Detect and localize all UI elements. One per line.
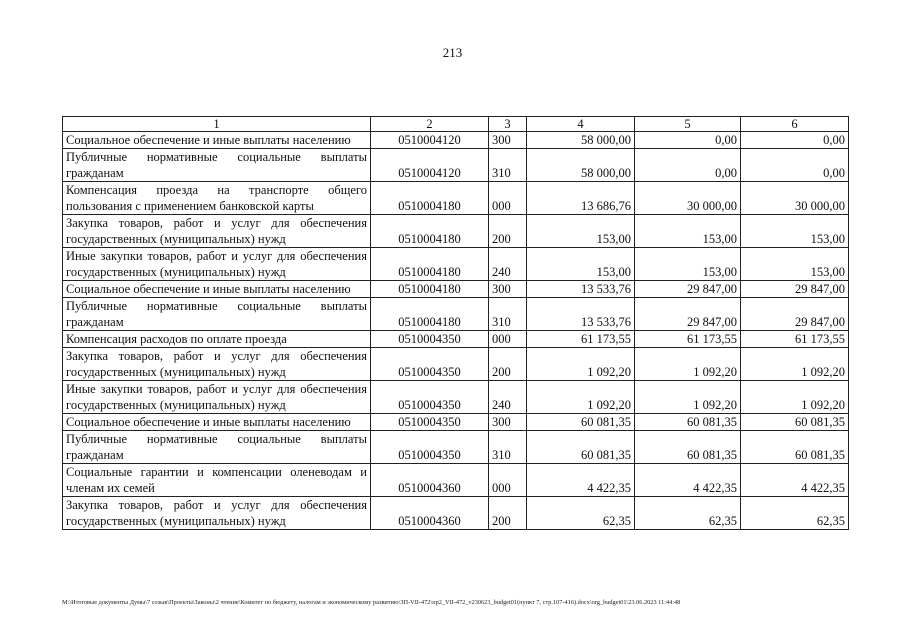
- row-expense-type: 300: [489, 281, 527, 298]
- table-header-row: [63, 117, 849, 132]
- table-row: [63, 248, 849, 281]
- row-value-1: 13 686,76: [527, 182, 635, 215]
- row-name: Компенсация проезда на транспорте общего пользования с применением банковской карты: [63, 182, 371, 215]
- row-code: 0510004180: [371, 182, 489, 215]
- row-code: 0510004350: [371, 431, 489, 464]
- row-expense-type: 000: [489, 182, 527, 215]
- row-expense-type: 300: [489, 132, 527, 149]
- row-expense-type: 310: [489, 431, 527, 464]
- row-name: Социальное обеспечение и иные выплаты населению: [63, 281, 371, 298]
- row-expense-type: 310: [489, 149, 527, 182]
- row-code: 0510004360: [371, 464, 489, 497]
- table-row: [63, 298, 849, 331]
- table-row: [63, 215, 849, 248]
- row-value-2: 1 092,20: [635, 348, 741, 381]
- row-value-2: 62,35: [635, 497, 741, 530]
- row-name: Публичные нормативные социальные выплаты гражданам: [63, 431, 371, 464]
- row-expense-type: 310: [489, 298, 527, 331]
- row-code: 0510004120: [371, 132, 489, 149]
- column-header: 6: [741, 117, 849, 132]
- row-value-2: 29 847,00: [635, 281, 741, 298]
- row-code: 0510004180: [371, 248, 489, 281]
- row-code: 0510004350: [371, 414, 489, 431]
- row-expense-type: 200: [489, 215, 527, 248]
- column-header: 3: [489, 117, 527, 132]
- row-value-1: 13 533,76: [527, 298, 635, 331]
- row-value-1: 60 081,35: [527, 414, 635, 431]
- row-name: Компенсация расходов по оплате проезда: [63, 331, 371, 348]
- document-path-footer: M:\Итоговые документы Думы\7 созыв\Проекты\Законы\2 чтение\Комитет по бюджету, налогам и экономическому развитию\ЗП-VII-472\пр2_VII-472_v230623_budget01(пункт 7, стр.107-416).docx\org_budget01\23.06.2023 11:44:48: [62, 599, 681, 606]
- row-value-1: 1 092,20: [527, 381, 635, 414]
- row-value-1: 58 000,00: [527, 149, 635, 182]
- row-expense-type: 300: [489, 414, 527, 431]
- row-code: 0510004180: [371, 281, 489, 298]
- table-row: [63, 464, 849, 497]
- row-value-1: 13 533,76: [527, 281, 635, 298]
- row-code: 0510004360: [371, 497, 489, 530]
- row-name: Закупка товаров, работ и услуг для обеспечения государственных (муниципальных) нужд: [63, 215, 371, 248]
- row-value-3: 60 081,35: [741, 414, 849, 431]
- row-value-1: 58 000,00: [527, 132, 635, 149]
- row-value-1: 61 173,55: [527, 331, 635, 348]
- row-value-3: 30 000,00: [741, 182, 849, 215]
- row-code: 0510004120: [371, 149, 489, 182]
- row-value-2: 61 173,55: [635, 331, 741, 348]
- row-value-1: 153,00: [527, 215, 635, 248]
- row-value-3: 0,00: [741, 149, 849, 182]
- row-value-3: 153,00: [741, 215, 849, 248]
- row-value-1: 153,00: [527, 248, 635, 281]
- row-value-2: 60 081,35: [635, 431, 741, 464]
- row-value-1: 60 081,35: [527, 431, 635, 464]
- row-expense-type: 000: [489, 331, 527, 348]
- table-row: [63, 132, 849, 149]
- row-value-2: 153,00: [635, 215, 741, 248]
- table-row: [63, 149, 849, 182]
- row-value-3: 29 847,00: [741, 281, 849, 298]
- row-value-2: 60 081,35: [635, 414, 741, 431]
- column-header: 4: [527, 117, 635, 132]
- row-value-3: 0,00: [741, 132, 849, 149]
- row-value-3: 1 092,20: [741, 381, 849, 414]
- row-value-2: 30 000,00: [635, 182, 741, 215]
- table-row: [63, 431, 849, 464]
- row-code: 0510004180: [371, 298, 489, 331]
- row-name: Закупка товаров, работ и услуг для обеспечения государственных (муниципальных) нужд: [63, 497, 371, 530]
- row-expense-type: 240: [489, 248, 527, 281]
- row-name: Публичные нормативные социальные выплаты гражданам: [63, 298, 371, 331]
- row-value-3: 153,00: [741, 248, 849, 281]
- row-name: Иные закупки товаров, работ и услуг для обеспечения государственных (муниципальных) нужд: [63, 381, 371, 414]
- row-value-2: 0,00: [635, 149, 741, 182]
- row-value-2: 153,00: [635, 248, 741, 281]
- row-value-3: 61 173,55: [741, 331, 849, 348]
- table-row: [63, 348, 849, 381]
- row-value-1: 4 422,35: [527, 464, 635, 497]
- budget-table: [62, 116, 849, 530]
- row-name: Социальное обеспечение и иные выплаты населению: [63, 132, 371, 149]
- column-header: 1: [63, 117, 371, 132]
- row-value-2: 0,00: [635, 132, 741, 149]
- row-value-3: 1 092,20: [741, 348, 849, 381]
- column-header: 2: [371, 117, 489, 132]
- row-value-2: 4 422,35: [635, 464, 741, 497]
- row-expense-type: 200: [489, 348, 527, 381]
- row-value-1: 62,35: [527, 497, 635, 530]
- row-value-3: 60 081,35: [741, 431, 849, 464]
- table-row: [63, 414, 849, 431]
- row-code: 0510004350: [371, 331, 489, 348]
- row-value-1: 1 092,20: [527, 348, 635, 381]
- column-header: 5: [635, 117, 741, 132]
- row-value-3: 29 847,00: [741, 298, 849, 331]
- table-row: [63, 381, 849, 414]
- table-row: [63, 331, 849, 348]
- row-name: Иные закупки товаров, работ и услуг для обеспечения государственных (муниципальных) нужд: [63, 248, 371, 281]
- row-name: Социальное обеспечение и иные выплаты населению: [63, 414, 371, 431]
- row-expense-type: 240: [489, 381, 527, 414]
- row-name: Публичные нормативные социальные выплаты гражданам: [63, 149, 371, 182]
- page-number: 213: [442, 45, 463, 60]
- row-value-2: 29 847,00: [635, 298, 741, 331]
- row-value-3: 62,35: [741, 497, 849, 530]
- table-row: [63, 182, 849, 215]
- row-name: Социальные гарантии и компенсации оленеводам и членам их семей: [63, 464, 371, 497]
- row-code: 0510004180: [371, 215, 489, 248]
- row-expense-type: 200: [489, 497, 527, 530]
- row-expense-type: 000: [489, 464, 527, 497]
- row-value-2: 1 092,20: [635, 381, 741, 414]
- row-name: Закупка товаров, работ и услуг для обеспечения государственных (муниципальных) нужд: [63, 348, 371, 381]
- row-code: 0510004350: [371, 348, 489, 381]
- table-row: [63, 497, 849, 530]
- row-code: 0510004350: [371, 381, 489, 414]
- row-value-3: 4 422,35: [741, 464, 849, 497]
- table-row: [63, 281, 849, 298]
